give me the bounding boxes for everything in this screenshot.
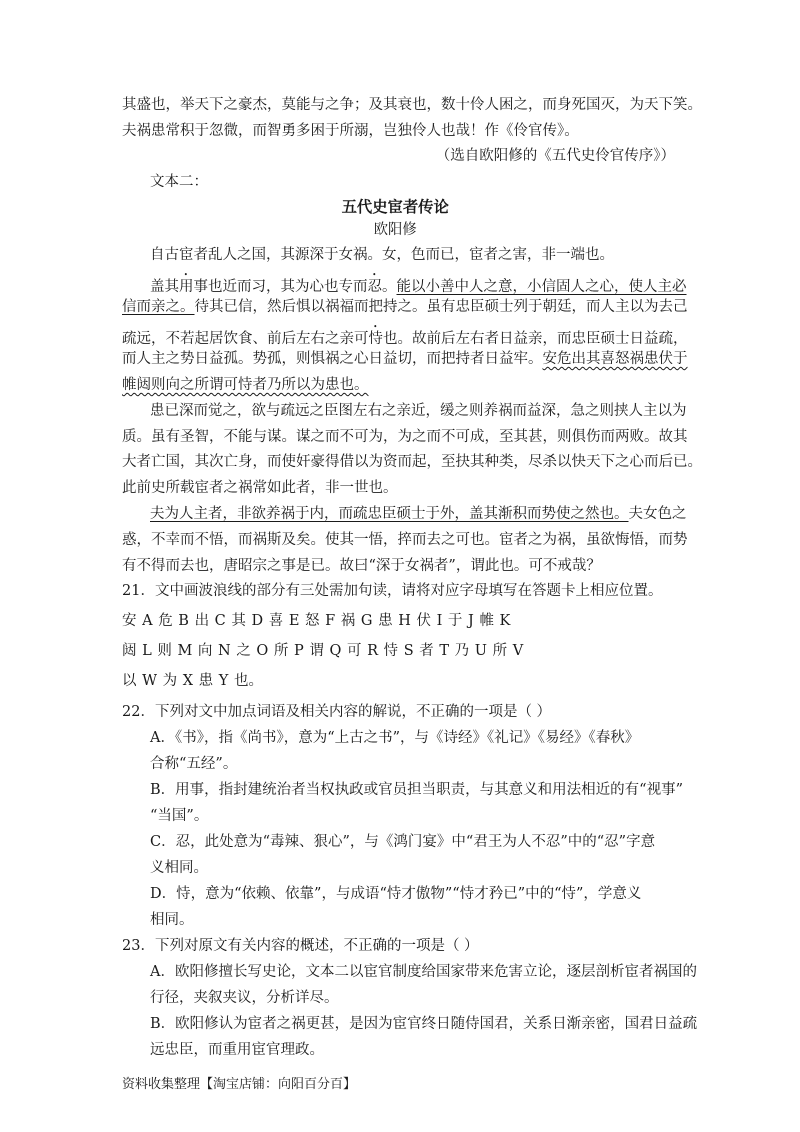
dotted-word-yong: 用	[179, 279, 194, 295]
dotted-word-ren: 忍	[367, 279, 382, 295]
text2-paragraph2-line3: 疏远，不若起居饮食、前后左右之亲可恃也。故前后左右者日益亲，而忠臣硕士日益疏，	[122, 331, 688, 347]
text2-author: 欧阳修	[373, 222, 417, 238]
question-23-option-b: B．欧阳修认为宦者之祸更甚，是因为宦官终日随侍国君，关系日渐亲密，国君日益疏	[150, 1016, 698, 1032]
question-22-option-b: B．用事，指封建统治者当权执政或官员担当职责，与其意义和用法相近的有“视事”	[150, 782, 683, 798]
text2-paragraph4-line1: 夫为人主者，非欲养祸于内，而疏忠臣硕士于外，盖其渐积而势使之然也。夫女色之	[150, 506, 687, 522]
question-23-option-a: A．欧阳修擅长写史论，文本二以宦官制度给国家带来危害立论，逐层剖析宦者祸国的	[150, 964, 697, 980]
text2-paragraph1: 自古宦者乱人之国，其源深于女祸。女，色而已，宦者之害，非一端也。	[150, 247, 614, 263]
text2-paragraph2-line1: 盖其用事也近而习，其为心也专而忍。能以小善中人之意，小信固人之心，使人主必	[150, 279, 687, 295]
text2-paragraph2-line2: 信而亲之。待其已信，然后惧以祸福而把持之。虽有忠臣硕士列于朝廷，而人主以为去己	[122, 299, 688, 315]
text2-paragraph3-line4: 此前史所载宦者之祸常如此者，非一世也。	[122, 480, 398, 496]
dotted-word-shi: 恃	[368, 331, 383, 347]
wavy-underlined-passage-end: 帷闼则向之所谓可恃者乃所以为患也。	[122, 377, 369, 393]
question-21-row1: 安 A 危 B 出 C 其 D 喜 E 怒 F 祸 G 患 H 伏 I 于 J 帷 K	[122, 613, 511, 629]
text2-paragraph2-line4: 而人主之势日益孤。势孤，则惧祸之心日益切，而把持者日益牢。安危出其喜怒祸患伏于	[122, 351, 688, 367]
question-22-option-d-cont: 相同。	[150, 912, 194, 928]
question-23-option-b-cont: 远忠臣，而重用宦官理政。	[150, 1042, 324, 1058]
question-22-option-a: A．《书》，指《尚书》，意为“上古之书”，与《诗经》《礼记》《易经》《春秋》	[150, 730, 640, 746]
question-22-option-c: C．忍，此处意为“毒辣、狠心”，与《鸿门宴》中“君王为人不忍”中的“忍”字意	[150, 834, 656, 850]
question-22-option-a-cont: 合称“五经”。	[150, 756, 238, 772]
text2-label: 文本二：	[150, 174, 208, 190]
question-21-row3: 以 W 为 X 患 Y 也。	[122, 673, 263, 689]
text2-paragraph3-line3: 大者亡国，其次亡身，而使奸豪得借以为资而起，至抉其种类，尽杀以快天下之心而后已。	[122, 454, 702, 470]
text2-paragraph3-line2: 质。虽有圣智，不能与谋。谋之而不可为，为之而不可成，至其甚，则俱伤而两败。故其	[122, 429, 688, 445]
text2-paragraph4-line3: 有不得而去也，唐昭宗之事是已。故曰“深于女祸者”，谓此也。可不戒哉？	[122, 558, 601, 574]
text1-line2: 夫祸患常积于忽微，而智勇多困于所溺，岂独伶人也哉！作《伶官传》。	[122, 123, 579, 139]
text2-paragraph3-line1: 患已深而觉之，欲与疏远之臣图左右之亲近，缓之则养祸而益深，急之则挟人主以为	[150, 403, 687, 419]
text1-source: （选自欧阳修的《五代史伶官传序》）	[435, 148, 675, 164]
underlined-sentence-2: 夫为人主者，非欲养祸于内，而疏忠臣硕士于外，盖其渐积而势使之然也。	[150, 506, 629, 522]
question-22-option-b-cont: “当国”。	[150, 808, 209, 824]
question-23-stem: 23．下列对原文有关内容的概述，不正确的一项是（ ）	[122, 938, 479, 954]
question-21-row2: 闼 L 则 M 向 N 之 O 所 P 谓 Q 可 R 恃 S 者 T 乃 U 所 V	[122, 643, 524, 659]
text2-paragraph4-line2: 惑，不幸而不悟，而祸斯及矣。使其一悟，捽而去之可也。宦者之为祸，虽欲悔悟，而势	[122, 532, 688, 548]
text2-title: 五代史宦者传论	[341, 197, 449, 216]
underlined-sentence-1-end: 信而亲之。	[122, 299, 195, 315]
question-21-stem: 21．文中画波浪线的部分有三处需加句读，请将对应字母填写在答题卡上相应位置。	[122, 583, 663, 599]
question-22-option-c-cont: 义相同。	[150, 860, 208, 876]
question-23-option-a-cont: 行径，夹叙夹议，分析详尽。	[150, 990, 339, 1006]
question-22-stem: 22．下列对文中加点词语及相关内容的解说，不正确的一项是（ ）	[122, 704, 552, 720]
page-footer: 资料收集整理【淘宝店铺：向阳百分百】	[122, 1077, 357, 1092]
question-22-option-d: D．恃，意为“依赖、依靠”，与成语“恃才傲物”“恃才矜已”中的“恃”，学意义	[150, 886, 642, 902]
text2-paragraph2-line5	[122, 375, 369, 395]
underlined-sentence-1: 能以小善中人之意，小信固人之心，使人主必	[396, 279, 687, 295]
text1-line1: 其盛也，举天下之豪杰，莫能与之争；及其衰也，数十伶人困之，而身死国灭，为天下笑。	[122, 97, 702, 113]
wavy-underlined-passage: 安危出其喜怒祸患伏于	[542, 351, 688, 367]
